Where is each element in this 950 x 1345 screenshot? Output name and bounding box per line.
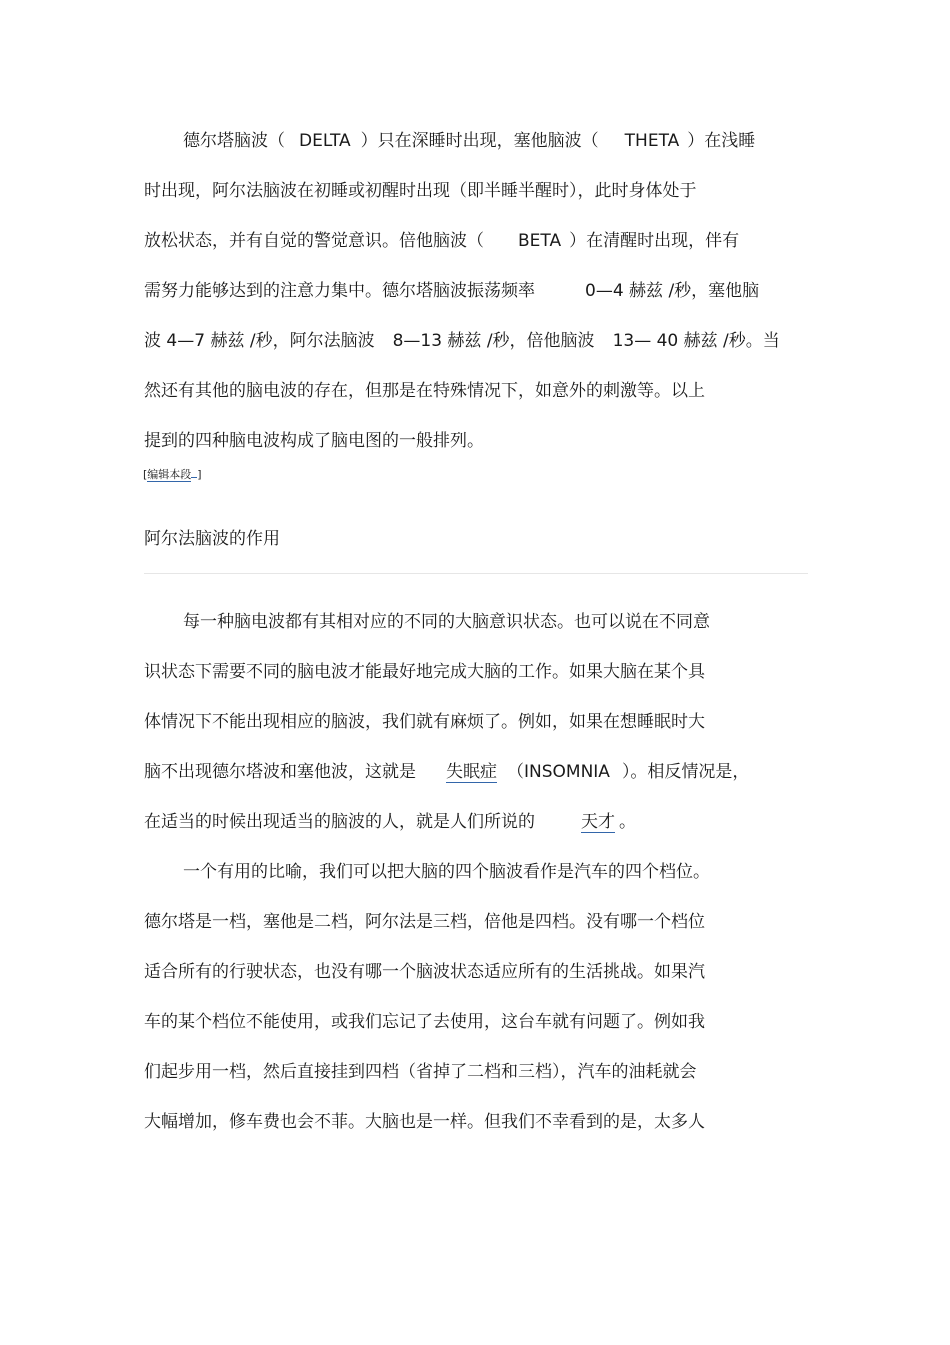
text-line: 识状态下需要不同的脑电波才能最好地完成大脑的工作。如果大脑在某个具 [144, 662, 705, 682]
text-line: 适合所有的行驶状态，也没有哪一个脑波状态适应所有的生活挑战。如果汽 [144, 962, 705, 982]
section-title: 阿尔法脑波的作用 [144, 529, 280, 549]
text-line: 车的某个档位不能使用，或我们忘记了去使用，这台车就有问题了。例如我 [144, 1012, 705, 1032]
text-line: 每一种脑电波都有其相对应的不同的大脑意识状态。也可以说在不同意 [183, 612, 710, 632]
text-segment: 波 4—7 赫兹 /秒，阿尔法脑波 [144, 331, 375, 351]
text-line [144, 811, 636, 833]
text-segment: ）在清醒时出现，伴有 [569, 231, 740, 251]
text-segment: ）在浅睡 [687, 131, 756, 151]
text-line [183, 130, 755, 152]
text-segment: （INSOMNIA [507, 762, 610, 782]
text-segment: BETA [518, 231, 562, 251]
bracket-close: ] [197, 468, 202, 481]
text-line [144, 280, 759, 302]
text-line [144, 230, 739, 252]
text-segment: 放松状态，并有自觉的警觉意识。倍他脑波（ [144, 231, 484, 251]
genius-link[interactable]: 天才 [581, 812, 615, 832]
text-segment: THETA [624, 131, 680, 151]
text-line: 时出现，阿尔法脑波在初睡或初醒时出现（即半睡半醒时），此时身体处于 [144, 181, 697, 201]
text-line: 体情况下不能出现相应的脑波，我们就有麻烦了。例如，如果在想睡眠时大 [144, 712, 705, 732]
text-line: 大幅增加，修车费也会不菲。大脑也是一样。但我们不幸看到的是，太多人 [144, 1112, 705, 1132]
edit-section-link[interactable] [143, 467, 202, 483]
bracket-open: [ [143, 468, 148, 481]
text-line [144, 761, 749, 783]
text-segment: 在适当的时候出现适当的脑波的人，就是人们所说的 [144, 812, 535, 832]
text-line [144, 330, 780, 352]
text-segment: 。 [619, 812, 636, 832]
text-segment: 脑不出现德尔塔波和塞他波，这就是 [144, 762, 416, 782]
insomnia-link[interactable]: 失眠症 [446, 762, 497, 782]
text-line: 然还有其他的脑电波的存在，但那是在特殊情况下，如意外的刺激等。以上 [144, 381, 705, 401]
text-line: 提到的四种脑电波构成了脑电图的一般排列。 [144, 431, 484, 451]
text-line: 们起步用一档，然后直接挂到四档（省掉了二档和三档），汽车的油耗就会 [144, 1062, 697, 1082]
text-line: 德尔塔是一档，塞他是二档，阿尔法是三档，倍他是四档。没有哪一个档位 [144, 912, 705, 932]
text-segment: ）。相反情况是， [621, 762, 750, 782]
section-divider [144, 573, 808, 574]
text-segment: 德尔塔脑波（ [183, 131, 285, 151]
text-segment: 13— 40 赫兹 /秒。当 [612, 331, 780, 351]
text-segment: 需努力能够达到的注意力集中。德尔塔脑波振荡频率 [144, 281, 535, 301]
text-line: 一个有用的比喻，我们可以把大脑的四个脑波看作是汽车的四个档位。 [183, 862, 710, 882]
text-segment: ）只在深睡时出现，塞他脑波（ [360, 131, 599, 151]
edit-section-label[interactable]: 编辑本段 [147, 468, 192, 481]
text-segment: 0—4 赫兹 /秒，塞他脑 [585, 281, 760, 301]
text-segment: 8—13 赫兹 /秒，倍他脑波 [392, 331, 595, 351]
text-segment: DELTA [299, 131, 351, 151]
